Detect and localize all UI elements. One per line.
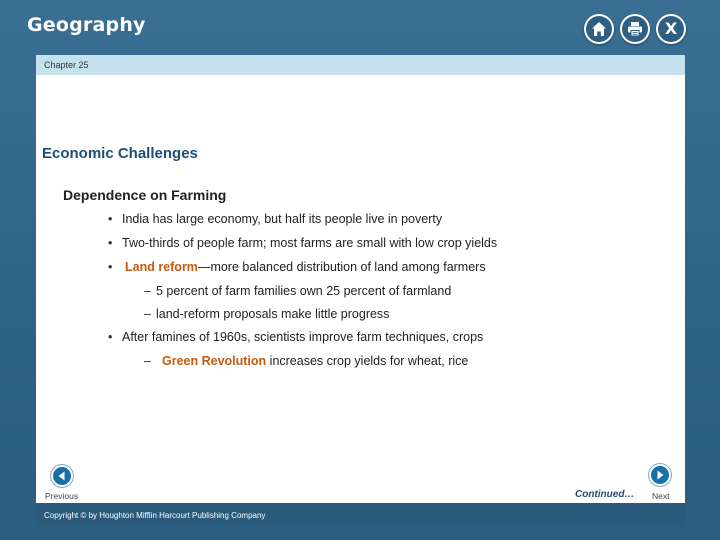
previous-label[interactable]: Previous <box>45 491 79 501</box>
subbullet-text: land-reform proposals make little progress <box>156 307 390 321</box>
chapter-label: Chapter 25 <box>44 60 89 70</box>
subbullet-item <box>144 307 389 321</box>
bullet-item <box>108 212 442 226</box>
bullet-marker: • <box>108 330 113 344</box>
slide-title: Economic Challenges <box>42 145 198 162</box>
subbullet-item <box>144 284 451 298</box>
footer <box>36 503 685 525</box>
subbullet-item <box>144 354 468 368</box>
bullet-text: —more balanced distribution of land among farmers <box>197 260 486 274</box>
bullet-text: After famines of 1960s, scientists improve farm techniques, crops <box>122 330 484 344</box>
next-button[interactable] <box>649 464 671 486</box>
home-icon <box>590 20 608 38</box>
print-button[interactable] <box>620 14 650 44</box>
bullet-item <box>108 330 483 344</box>
close-icon: X <box>664 19 678 38</box>
home-button[interactable] <box>584 14 614 44</box>
term-green-revolution: Green Revolution <box>162 354 267 368</box>
close-button[interactable] <box>656 14 686 44</box>
bullet-marker: • <box>108 212 113 226</box>
bullet-marker: • <box>108 260 113 274</box>
app-title: Geography <box>27 14 146 36</box>
bullet-text: Two-thirds of people farm; most farms are small with low crop yields <box>122 236 498 250</box>
dash-marker: – <box>144 307 151 321</box>
previous-button[interactable] <box>51 465 73 487</box>
bullet-item <box>108 236 497 250</box>
bullet-item <box>108 260 486 274</box>
dash-marker: – <box>144 284 151 298</box>
subbullet-text: 5 percent of farm families own 25 percent of farmland <box>156 284 452 298</box>
copyright-text: Copyright © by Houghton Mifflin Harcourt Publishing Company <box>44 511 266 520</box>
chapter-bar <box>36 55 685 75</box>
subbullet-text: increases crop yields for wheat, rice <box>266 354 469 368</box>
arrow-right-icon <box>654 469 666 481</box>
printer-icon <box>626 20 644 38</box>
term-land-reform: Land reform <box>125 260 198 274</box>
slide-subheading: Dependence on Farming <box>63 187 227 203</box>
next-label[interactable]: Next <box>652 491 670 501</box>
bullet-text: India has large economy, but half its people live in poverty <box>122 212 443 226</box>
dash-marker: – <box>144 354 151 368</box>
continued-label: Continued… <box>575 489 635 500</box>
slide-content <box>36 75 685 503</box>
arrow-left-icon <box>56 470 68 482</box>
bullet-marker: • <box>108 236 113 250</box>
